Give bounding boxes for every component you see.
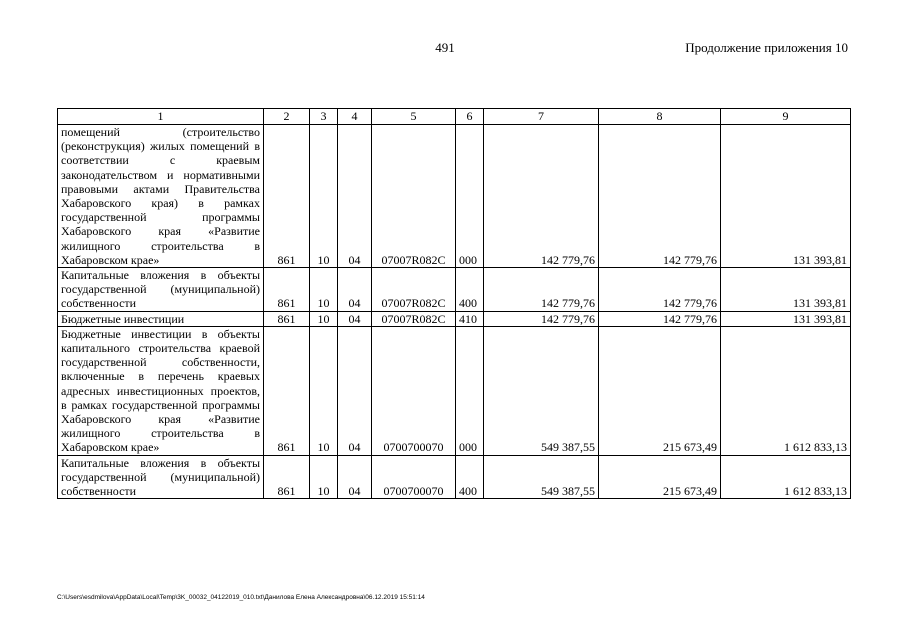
cell-amount-9: 1 612 833,13 <box>721 455 851 499</box>
cell-section: 10 <box>310 311 338 326</box>
table-row <box>58 455 851 499</box>
cell-amount-9: 1 612 833,13 <box>721 326 851 455</box>
col-header-3: 3 <box>310 109 338 125</box>
table-row <box>58 125 851 268</box>
cell-expense-type: 400 <box>456 455 484 499</box>
cell-ministry-code: 861 <box>264 326 310 455</box>
cell-target-article: 0700700070 <box>372 455 456 499</box>
cell-ministry-code: 861 <box>264 455 310 499</box>
cell-amount-8: 142 779,76 <box>599 268 721 312</box>
cell-amount-8: 215 673,49 <box>599 455 721 499</box>
cell-ministry-code: 861 <box>264 268 310 312</box>
cell-ministry-code: 861 <box>264 311 310 326</box>
cell-subsection: 04 <box>338 311 372 326</box>
footer-file-path: C:\Users\esdmilova\AppData\Local\Temp\3K_00032_04122019_010.txt\Данилова Елена Александровна\06.12.2019 15:51:14 <box>57 594 425 601</box>
col-header-7: 7 <box>484 109 599 125</box>
continuation-label: Продолжение приложения 10 <box>685 40 848 55</box>
row-description: Капитальные вложения в объекты государственной (муниципальной) собственности <box>58 268 264 312</box>
col-header-9: 9 <box>721 109 851 125</box>
row-description: помещений (строительство (реконструкция) жилых помещений в соответствии с краевым законодательством и нормативными правовыми актами Правительства Хабаровского края) в рамках государственной программы Хабаровского края «Развитие жилищного строительства в Хабаровском крае» <box>58 125 264 268</box>
page-number: 491 <box>435 40 455 55</box>
cell-section: 10 <box>310 125 338 268</box>
header-row <box>58 109 851 125</box>
cell-expense-type: 400 <box>456 268 484 312</box>
cell-target-article: 07007R082C <box>372 268 456 312</box>
cell-subsection: 04 <box>338 326 372 455</box>
cell-section: 10 <box>310 326 338 455</box>
table-row <box>58 311 851 326</box>
budget-table <box>57 108 851 499</box>
table-row <box>58 268 851 312</box>
cell-expense-type: 000 <box>456 125 484 268</box>
cell-amount-9: 131 393,81 <box>721 311 851 326</box>
cell-target-article: 0700700070 <box>372 326 456 455</box>
cell-expense-type: 000 <box>456 326 484 455</box>
cell-amount-7: 142 779,76 <box>484 125 599 268</box>
col-header-4: 4 <box>338 109 372 125</box>
cell-amount-7: 549 387,55 <box>484 455 599 499</box>
cell-section: 10 <box>310 455 338 499</box>
cell-amount-8: 142 779,76 <box>599 125 721 268</box>
col-header-6: 6 <box>456 109 484 125</box>
cell-amount-7: 549 387,55 <box>484 326 599 455</box>
cell-amount-8: 142 779,76 <box>599 311 721 326</box>
col-header-5: 5 <box>372 109 456 125</box>
cell-subsection: 04 <box>338 125 372 268</box>
cell-amount-9: 131 393,81 <box>721 268 851 312</box>
cell-amount-7: 142 779,76 <box>484 311 599 326</box>
col-header-2: 2 <box>264 109 310 125</box>
cell-ministry-code: 861 <box>264 125 310 268</box>
cell-amount-7: 142 779,76 <box>484 268 599 312</box>
col-header-8: 8 <box>599 109 721 125</box>
cell-target-article: 07007R082C <box>372 125 456 268</box>
cell-amount-9: 131 393,81 <box>721 125 851 268</box>
table-row <box>58 326 851 455</box>
row-description: Капитальные вложения в объекты государственной (муниципальной) собственности <box>58 455 264 499</box>
row-description: Бюджетные инвестиции в объекты капитального строительства краевой государственной собственности, включенные в перечень краевых адресных инвестиционных проектов, в рамках государственной программы Хабаровского края «Развитие жилищного строительства в Хабаровском крае» <box>58 326 264 455</box>
row-description: Бюджетные инвестиции <box>58 311 264 326</box>
cell-subsection: 04 <box>338 455 372 499</box>
cell-subsection: 04 <box>338 268 372 312</box>
col-header-1: 1 <box>58 109 264 125</box>
cell-expense-type: 410 <box>456 311 484 326</box>
cell-section: 10 <box>310 268 338 312</box>
cell-target-article: 07007R082C <box>372 311 456 326</box>
cell-amount-8: 215 673,49 <box>599 326 721 455</box>
